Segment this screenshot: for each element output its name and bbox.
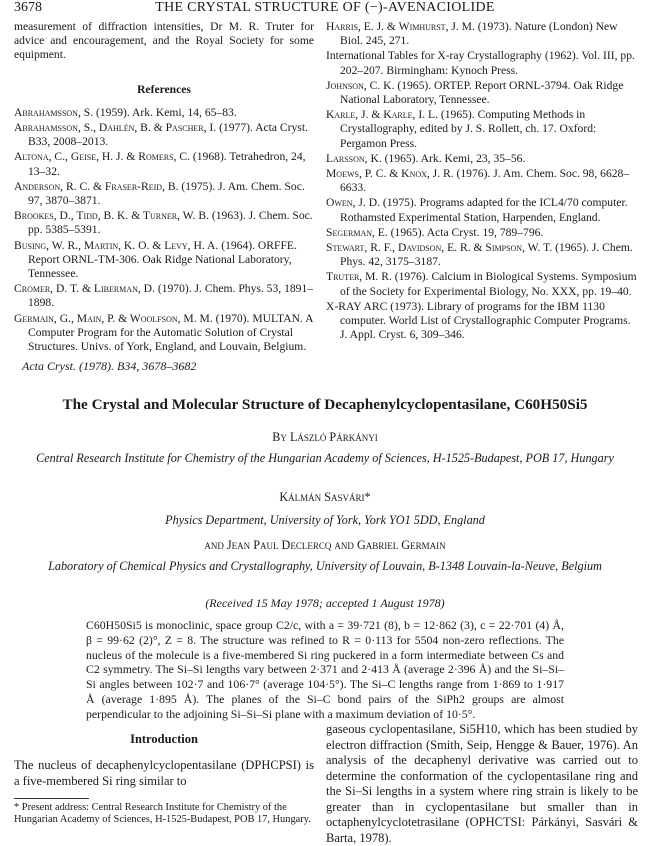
right-column xyxy=(326,20,638,343)
reference-item: Germain, G., Main, P. & Woolfson, M. M. (1970). MULTAN. A Computer Program for the Automatic Solution of Crystal Structures. Univs. of York, England, and Louvain, Belgium. xyxy=(14,311,313,354)
introduction-heading: Introduction xyxy=(130,732,198,746)
reference-item: Busing, W. R., Martin, K. O. & Levy, H. A. (1964). ORFFE. Report ORNL-TM-306. Oak Ridge National Laboratory, Tennessee. xyxy=(14,238,297,281)
reference-item: Stewart, R. F., Davidson, E. R. & Simpson, W. T. (1965). J. Chem. Phys. 42, 3175–3187. xyxy=(326,241,633,269)
affiliation-1: Central Research Institute for Chemistry of the Hungarian Academy of Sciences, H-1525-Budapest, POB 17, Hungary xyxy=(36,451,614,465)
abstract-text: C60H50Si5 is monoclinic, space group C2/c, with a = 39·721 (8), b = 12·862 (3), c = 22·701 (4) Å, β = 99·62 (2)°, Z = 8. The structure was refined to R = 0·113 for 5504 non-zero reflections. The nucleus of the molecule is a five-membered Si ring puckered in a form intermediate between Cs and C2 symmetry. The Si–Si lengths vary between 2·371 and 2·413 Å (average 2·396 Å) and the Si–Si–Si angles between 102·7 and 106·7° (average 104·5°). The Si–C lengths range from 1·869 to 1·917 Å (average 1·895 Å). The planes of the Si–C bond pairs of the SiPh2 groups are almost perpendicular to the adjoining Si–Si–Si plane with a maximum deviation of 10·5°. xyxy=(86,618,564,721)
author-line-2: Kálmán Sasvári* xyxy=(279,490,371,504)
page-number: 3678 xyxy=(14,0,42,15)
affiliation-3: Laboratory of Chemical Physics and Crystallography, University of Louvain, B-1348 Louvain-la-Neuve, Belgium xyxy=(48,559,602,573)
running-head xyxy=(14,0,636,18)
reference-item: Abrahamsson, S., Dahlén, B. & Pascher, I. (1977). Acta Cryst. B33, 2008–2013. xyxy=(14,121,308,149)
reference-item: Larsson, K. (1965). Ark. Kemi, 23, 35–56. xyxy=(326,151,526,165)
reference-item: Harris, E. J. & Wimhurst, J. M. (1973). Nature (London) New Biol. 245, 271. xyxy=(326,20,618,48)
journal-citation: Acta Cryst. (1978). B34, 3678–3682 xyxy=(22,359,197,373)
left-column xyxy=(14,20,314,355)
reference-item: Brookes, D., Tidd, B. K. & Turner, W. B. (1963). J. Chem. Soc. pp. 5385–5391. xyxy=(14,209,313,237)
author-line-1: By László Párkányi xyxy=(272,430,378,444)
affiliation-2: Physics Department, University of York, York YO1 5DD, England xyxy=(165,513,485,527)
author-line-3: and Jean Paul Declercq and Gabriel Germain xyxy=(204,538,446,552)
reference-item: Altona, C., Geise, H. J. & Romers, C. (1968). Tetrahedron, 24, 13–32. xyxy=(14,150,306,178)
acknowledgement-text: measurement of diffraction intensities, Dr M. R. Truter for advice and encouragement, and the Royal Society for some equipment. xyxy=(14,20,314,62)
reference-item: Segerman, E. (1965). Acta Cryst. 19, 789–796. xyxy=(326,225,544,239)
footnote-rule xyxy=(14,798,89,799)
reference-list-left xyxy=(14,106,314,354)
reference-item: Anderson, R. C. & Fraser-Reid, B. (1975). J. Am. Chem. Soc. 97, 3870–3871. xyxy=(14,179,305,208)
reference-item: X-RAY ARC (1973). Library of programs for the IBM 1130 computer. World List of Crystallographic Computer Programs. J. Appl. Cryst. 6, 309–346. xyxy=(326,299,631,342)
running-title: THE CRYSTAL STRUCTURE OF (−)-AVENACIOLIDE xyxy=(155,0,495,15)
reference-item: Johnson, C. K. (1965). ORTEP. Report ORNL-3794. Oak Ridge National Laboratory, Tennessee. xyxy=(326,78,624,107)
article-title: The Crystal and Molecular Structure of Decaphenylcyclopentasilane, C60H50Si5 xyxy=(62,396,588,413)
reference-item: Cromer, D. T. & Liberman, D. (1970). J. Chem. Phys. 53, 1891–1898. xyxy=(14,282,314,310)
footnote-text: * Present address: Central Research Institute for Chemistry of the Hungarian Academy of Sciences, H-1525-Budapest, POB 17, Hungary. xyxy=(14,802,311,826)
reference-item: Truter, M. R. (1976). Calcium in Biological Systems. Symposium of the Society for Experimental Biology, No. XXX, pp. 19–40. xyxy=(326,270,637,298)
reference-item: Karle, J. & Karle, I. L. (1965). Computing Methods in Crystallography, edited by J. S. Rollett, ch. 17. Oxford: Pergamon Press. xyxy=(326,108,597,150)
reference-item: Abrahamsson, S. (1959). Ark. Kemi, 14, 65–83. xyxy=(14,105,237,119)
reference-item: International Tables for X-ray Crystallography (1962). Vol. III, pp. 202–207. Birmingham: Kynoch Press. xyxy=(326,49,635,77)
references-heading: References xyxy=(137,82,191,96)
received-dates: (Received 15 May 1978; accepted 1 August 1978) xyxy=(205,596,445,610)
introduction-text-left: The nucleus of decaphenylcyclopentasilane (DPHCPSI) is a five-membered Si ring similar to xyxy=(14,758,314,788)
reference-item: Moews, P. C. & Knox, J. R. (1976). J. Am. Chem. Soc. 98, 6628–6633. xyxy=(326,167,630,195)
introduction-text-right: gaseous cyclopentasilane, Si5H10, which has been studied by electron diffraction (Smith, Seip, Hengge & Bauer, 1976). An analysis of the decaphenyl derivative was carried out to determine the conformation of the cyclopentasilane ring and the Si–Si lengths in a system where ring strain is likely to be greater than in cyclopentasilane but smaller than in octaphenylcyclotetrasilane (OPHCTSI: Párkányi, Sasvári & Barta, 1978). xyxy=(326,722,638,845)
reference-item: Owen, J. D. (1975). Programs adapted for the ICL4/70 computer. Rothamsted Experimental Station, Harpenden, England. xyxy=(326,196,628,224)
